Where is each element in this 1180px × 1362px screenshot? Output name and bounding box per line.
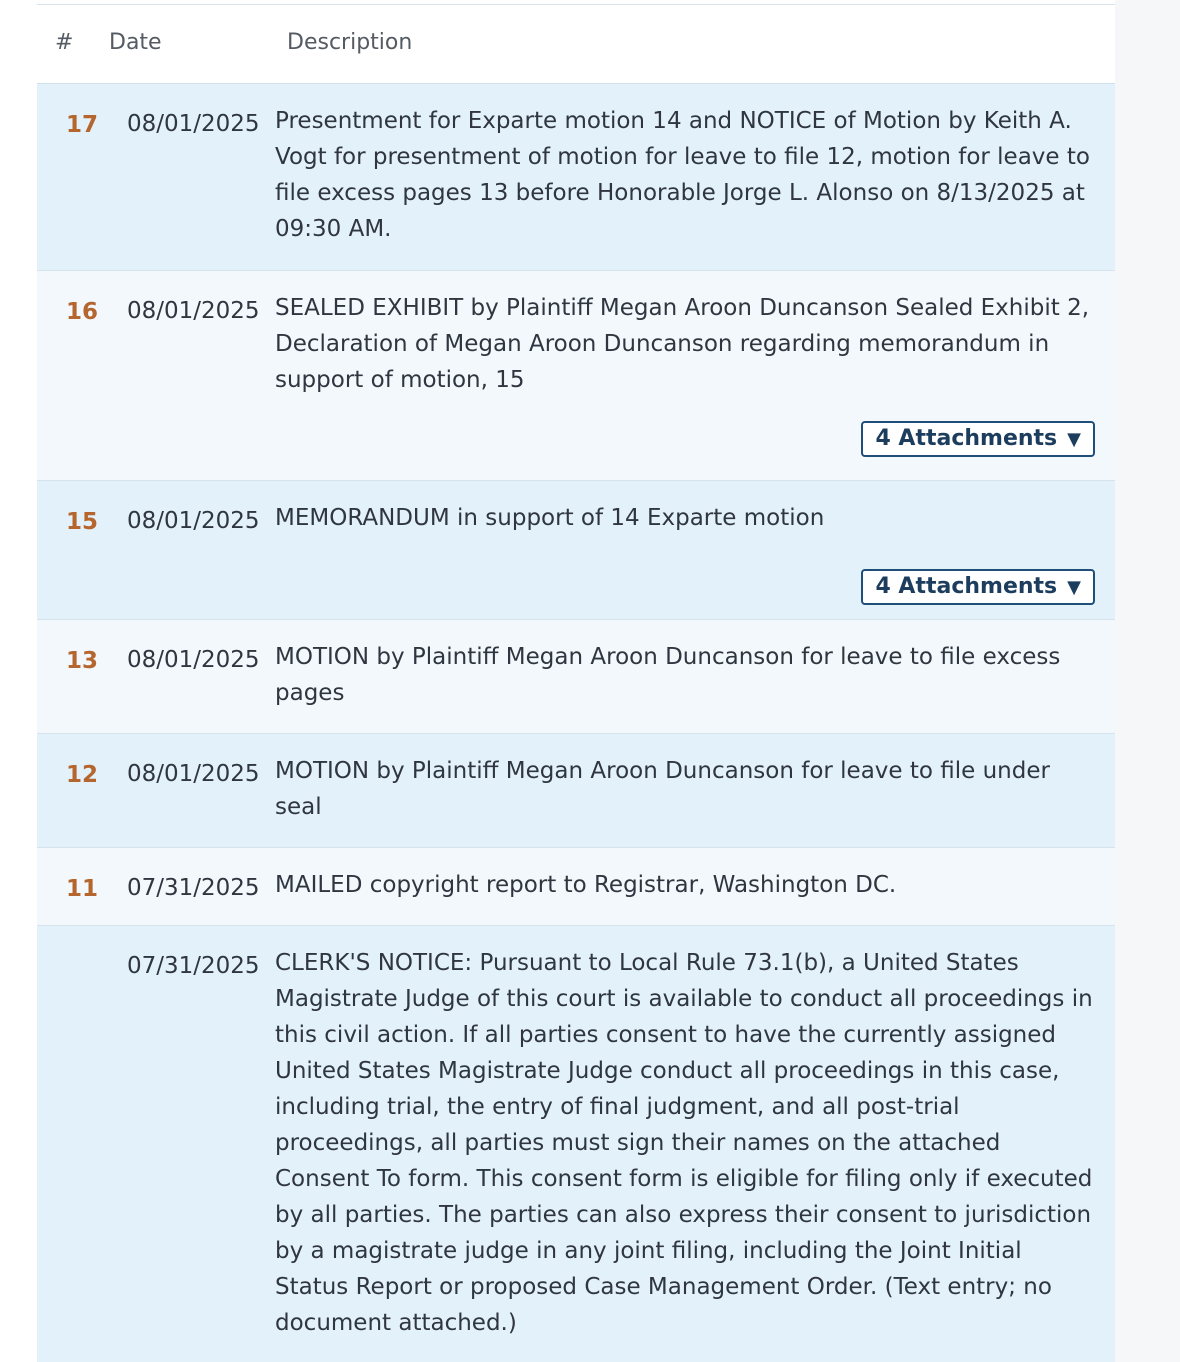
- table-row: [37, 84, 1115, 271]
- table-row: [37, 734, 1115, 848]
- table-row: [37, 926, 1115, 1362]
- entry-description: MOTION by Plaintiff Megan Aroon Duncanson for leave to file under seal: [275, 758, 1050, 820]
- attachments-button[interactable]: [861, 421, 1095, 457]
- entry-number[interactable]: 13: [66, 648, 99, 674]
- entry-number[interactable]: 11: [66, 876, 99, 902]
- attachments-label: 4 Attachments: [875, 426, 1058, 451]
- attachments-label: 4 Attachments: [875, 574, 1058, 599]
- entry-date: 08/01/2025: [127, 761, 260, 787]
- docket-table: [37, 4, 1115, 1362]
- header-number: #: [55, 30, 74, 55]
- entry-date: 08/01/2025: [127, 647, 260, 673]
- entry-description: MOTION by Plaintiff Megan Aroon Duncanson for leave to file excess pages: [275, 644, 1061, 706]
- entry-date: 08/01/2025: [127, 508, 260, 534]
- entry-number[interactable]: 16: [66, 299, 99, 325]
- entry-description: Presentment for Exparte motion 14 and NOTICE of Motion by Keith A. Vogt for presentment of motion for leave to file 12, motion for leave to file excess pages 13 before Honorable Jorge L. Alonso on 8/13/2025 at 09:30 AM.: [275, 108, 1090, 242]
- entry-date: 07/31/2025: [127, 875, 260, 901]
- attachments-button[interactable]: [861, 569, 1095, 605]
- table-row: [37, 271, 1115, 481]
- table-row: [37, 620, 1115, 734]
- header-description: Description: [287, 30, 413, 55]
- entry-description: CLERK'S NOTICE: Pursuant to Local Rule 73.1(b), a United States Magistrate Judge of this court is available to conduct all proceedings in this civil action. If all parties consent to have the currently assigned United States Magistrate Judge conduct all proceedings in this case, including trial, the entry of final judgment, and all post-trial proceedings, all parties must sign their names on the attached Consent To form. This consent form is eligible for filing only if executed by all parties. The parties can also express their consent to jurisdiction by a magistrate judge in any joint filing, including the Joint Initial Status Report or proposed Case Management Order. (Text entry; no document attached.): [275, 950, 1093, 1336]
- right-gutter: [1115, 0, 1180, 1362]
- table-header: [37, 4, 1115, 84]
- entry-description: MAILED copyright report to Registrar, Washington DC.: [275, 872, 897, 898]
- table-row: [37, 848, 1115, 926]
- entry-number[interactable]: 12: [66, 762, 99, 788]
- entry-number[interactable]: 17: [66, 112, 99, 138]
- caret-down-icon: ▼: [1067, 577, 1081, 598]
- entry-date: 08/01/2025: [127, 298, 260, 324]
- table-row: [37, 481, 1115, 620]
- entry-date: 08/01/2025: [127, 111, 260, 137]
- entry-description: SEALED EXHIBIT by Plaintiff Megan Aroon Duncanson Sealed Exhibit 2, Declaration of Megan Aroon Duncanson regarding memorandum in support of motion, 15: [275, 295, 1090, 393]
- entry-date: 07/31/2025: [127, 953, 260, 979]
- entry-number[interactable]: 15: [66, 509, 99, 535]
- caret-down-icon: ▼: [1067, 429, 1081, 450]
- entry-description: MEMORANDUM in support of 14 Exparte motion: [275, 505, 825, 531]
- header-date: Date: [109, 30, 162, 55]
